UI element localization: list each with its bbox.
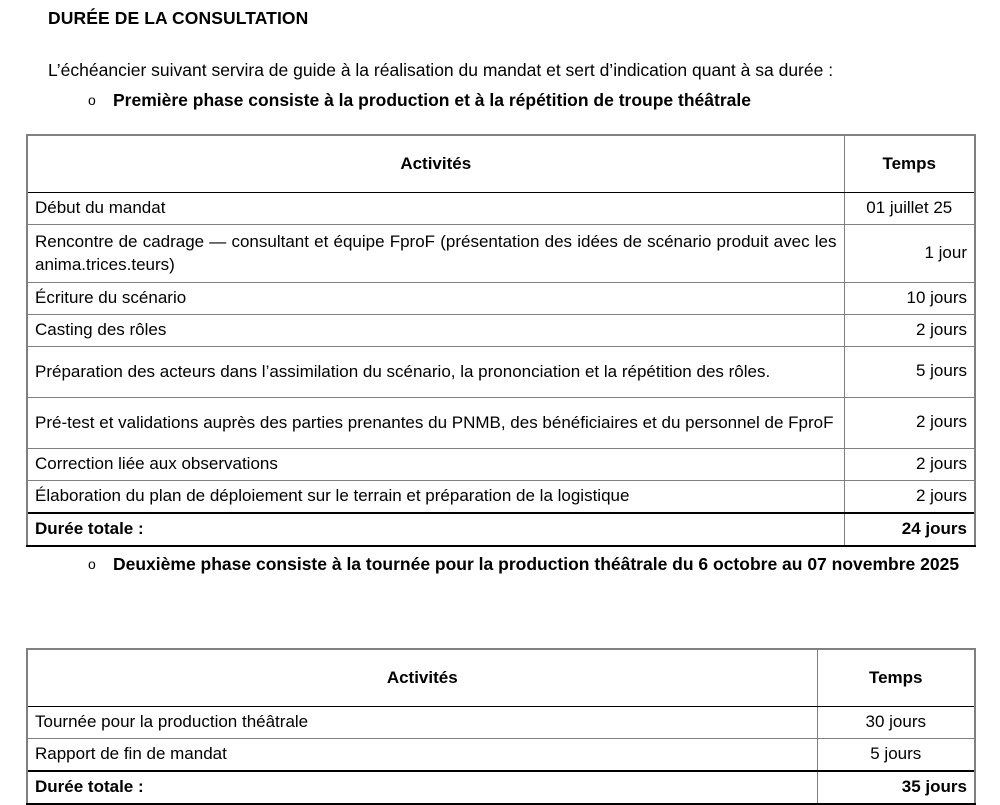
bullet-circle-icon: o (88, 92, 96, 108)
table-header-row (27, 649, 975, 707)
table-header-row (27, 135, 975, 193)
bullet-label-phase-1: Première phase consiste à la production et à la répétition de troupe théâtrale (113, 90, 751, 110)
table-row (27, 397, 975, 448)
total-label: Durée totale : (27, 771, 817, 804)
total-label: Durée totale : (27, 513, 844, 546)
total-value: 24 jours (844, 513, 975, 546)
schedule-table-phase-2 (26, 648, 976, 805)
bullet-circle-icon: o (88, 556, 96, 572)
cell-activity: Début du mandat (27, 193, 844, 225)
cell-time: 1 jour (844, 225, 975, 283)
table-row (27, 314, 975, 346)
total-value: 35 jours (817, 771, 975, 804)
column-header-activities: Activités (27, 649, 817, 707)
table-row (27, 225, 975, 283)
table-row (27, 707, 975, 739)
table-total-row (27, 513, 975, 546)
cell-time: 10 jours (844, 282, 975, 314)
bullet-item-phase-2 (86, 551, 976, 577)
cell-activity: Élaboration du plan de déploiement sur le terrain et préparation de la logistique (27, 480, 844, 513)
cell-time: 5 jours (844, 346, 975, 397)
cell-activity: Casting des rôles (27, 314, 844, 346)
table-row (27, 346, 975, 397)
cell-time: 5 jours (817, 739, 975, 772)
table-row (27, 480, 975, 513)
table-row (27, 448, 975, 480)
table-total-row (27, 771, 975, 804)
table-row (27, 739, 975, 772)
cell-activity: Tournée pour la production théâtrale (27, 707, 817, 739)
intro-paragraph: L’échéancier suivant servira de guide à la réalisation du mandat et sert d’indication quant à sa durée : (48, 60, 834, 80)
cell-time: 30 jours (817, 707, 975, 739)
table-row (27, 193, 975, 225)
cell-time: 01 juillet 25 (844, 193, 975, 225)
bullet-label-phase-2: Deuxième phase consiste à la tournée pour la production théâtrale du 6 octobre au 07 novembre 2025 (113, 554, 960, 574)
column-header-activities: Activités (27, 135, 844, 193)
column-header-time: Temps (817, 649, 975, 707)
cell-activity: Correction liée aux observations (27, 448, 844, 480)
cell-activity: Rencontre de cadrage — consultant et équipe FproF (présentation des idées de scénario produit avec les anima.trices.teurs) (27, 225, 844, 283)
table-row (27, 282, 975, 314)
cell-activity: Écriture du scénario (27, 282, 844, 314)
column-header-time: Temps (844, 135, 975, 193)
cell-time: 2 jours (844, 314, 975, 346)
schedule-table-phase-1 (26, 134, 976, 547)
cell-time: 2 jours (844, 480, 975, 513)
cell-time: 2 jours (844, 397, 975, 448)
page-title: DURÉE DE LA CONSULTATION (48, 8, 309, 28)
cell-time: 2 jours (844, 448, 975, 480)
cell-activity: Rapport de fin de mandat (27, 739, 817, 772)
cell-activity: Préparation des acteurs dans l’assimilation du scénario, la prononciation et la répétition des rôles. (27, 346, 844, 397)
bullet-item-phase-1 (86, 87, 946, 113)
cell-activity: Pré-test et validations auprès des parties prenantes du PNMB, des bénéficiaires et du personnel de FproF (27, 397, 844, 448)
